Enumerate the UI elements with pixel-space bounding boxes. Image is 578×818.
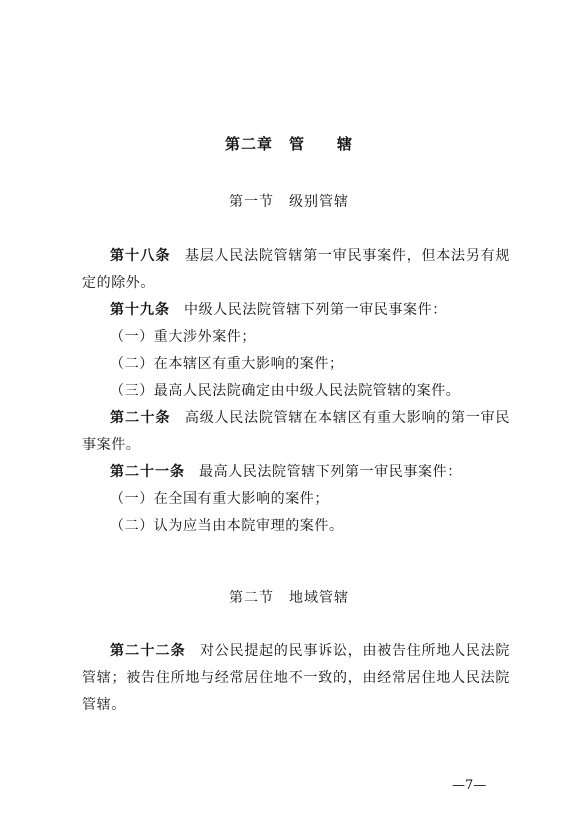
article-text: 高级人民法院管辖在本辖区有重大影响的第一审民事案件。 bbox=[82, 410, 511, 453]
section-title: 第二节 地域管辖 bbox=[229, 590, 349, 606]
page-number: —7— bbox=[452, 778, 487, 793]
article-number: 第十九条 bbox=[110, 302, 170, 318]
chapter-title: 第二章 管 辖 bbox=[224, 135, 353, 153]
list-item-text: （二）认为应当由本院审理的案件。 bbox=[110, 518, 344, 534]
article-paragraph bbox=[82, 243, 510, 297]
article-text: 中级人民法院管辖下列第一审民事案件： bbox=[184, 302, 447, 318]
list-item-text: （一）在全国有重大影响的案件； bbox=[110, 491, 329, 507]
section-title: 第一节 级别管辖 bbox=[229, 194, 349, 210]
article-number: 第二十二条 bbox=[110, 643, 186, 659]
article-text: 最高人民法院管辖下列第一审民事案件： bbox=[199, 464, 462, 480]
article-number: 第二十条 bbox=[110, 410, 171, 426]
list-item bbox=[82, 513, 510, 540]
article-text: 基层人民法院管辖第一审民事案件，但本法另有规定的除外。 bbox=[82, 248, 511, 291]
list-item bbox=[82, 351, 510, 378]
article-text: 对公民提起的民事诉讼，由被告住所地人民法院管辖；被告住所地与经常居住地不一致的，由经常居住地人民法院管辖。 bbox=[82, 643, 511, 713]
article-paragraph bbox=[82, 405, 510, 459]
article-paragraph bbox=[82, 459, 510, 486]
article-paragraph bbox=[82, 297, 510, 324]
article-number: 第十八条 bbox=[110, 248, 171, 264]
article-number: 第二十一条 bbox=[110, 464, 185, 480]
article-paragraph bbox=[82, 638, 510, 719]
list-item-text: （二）在本辖区有重大影响的案件； bbox=[110, 356, 344, 372]
list-item bbox=[82, 378, 510, 405]
list-item bbox=[82, 324, 510, 351]
list-item-text: （一）重大涉外案件； bbox=[110, 329, 256, 345]
list-item bbox=[82, 486, 510, 513]
list-item-text: （三）最高人民法院确定由中级人民法院管辖的案件。 bbox=[110, 383, 461, 399]
section-body bbox=[82, 638, 510, 719]
section-body bbox=[82, 243, 510, 540]
